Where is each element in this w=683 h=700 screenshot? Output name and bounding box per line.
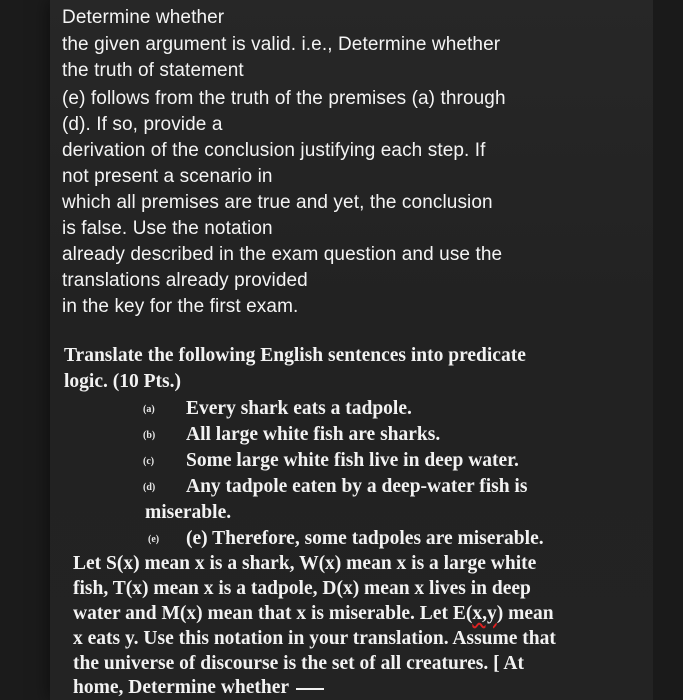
question-line-2: logic. (10 Pts.) <box>64 371 181 392</box>
instruction-line-1: Determine whether <box>62 7 225 28</box>
item-c-marker: (c) <box>143 456 155 467</box>
instruction-line-3: the truth of statement <box>62 60 244 81</box>
notation-line-1: Let S(x) mean x is a shark, W(x) mean x is a large white <box>73 553 537 574</box>
instruction-line-6: derivation of the conclusion justifying each step. If <box>62 140 486 161</box>
text-cursor-underline <box>296 688 324 690</box>
item-b-marker: (b) <box>143 430 156 441</box>
instruction-line-9: is false. Use the notation <box>62 218 273 239</box>
notation-line-5: the universe of discourse is the set of all creatures. [ At <box>73 653 524 674</box>
instruction-line-11: translations already provided <box>62 270 308 291</box>
notation-line-6: home, Determine whether <box>73 677 290 698</box>
notation-line-3-start: water and M(x) mean that x is miserable. Let E( <box>73 603 473 624</box>
instruction-line-7: not present a scenario in <box>62 166 273 187</box>
item-d-continuation: miserable. <box>145 502 232 523</box>
instruction-line-12: in the key for the first exam. <box>62 296 299 317</box>
instruction-line-5: (d). If so, provide a <box>62 114 223 135</box>
item-d-text: Any tadpole eaten by a deep-water fish is <box>186 476 528 497</box>
instruction-line-2: the given argument is valid. i.e., Determine whether <box>62 34 501 55</box>
item-c-text: Some large white fish live in deep water. <box>186 450 519 471</box>
notation-line-4: x eats y. Use this notation in your translation. Assume that <box>73 628 556 649</box>
spellcheck-underlined-xy: x,y <box>472 603 497 624</box>
item-e-marker: (e) <box>148 534 160 545</box>
instruction-line-4: (e) follows from the truth of the premises (a) through <box>62 88 506 109</box>
instruction-line-8: which all premises are true and yet, the conclusion <box>62 192 493 213</box>
item-b-text: All large white fish are sharks. <box>186 424 441 445</box>
right-margin <box>653 0 683 700</box>
notation-line-3-end: ) mean <box>496 603 554 624</box>
notation-line-2: fish, T(x) mean x is a tadpole, D(x) mean x lives in deep <box>73 578 531 599</box>
item-a-text: Every shark eats a tadpole. <box>186 398 412 419</box>
question-line-1: Translate the following English sentences into predicate <box>64 345 526 366</box>
item-e-text: (e) Therefore, some tadpoles are miserable. <box>186 528 544 549</box>
item-d-marker: (d) <box>143 482 156 493</box>
notation-line-3 <box>73 603 554 625</box>
item-a-marker: (a) <box>143 404 155 415</box>
instruction-line-10: already described in the exam question and use the <box>62 244 503 265</box>
